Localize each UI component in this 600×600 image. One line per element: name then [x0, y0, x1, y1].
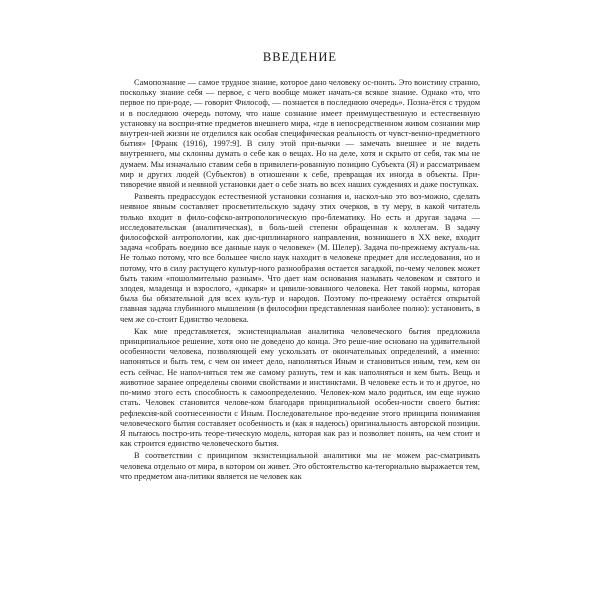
paragraph: Как мне представляется, экзистенциальная аналитика человеческого бытия предложила принципиальное решение, хотя оно не доведено до конца. Это реше-ние основано на удивительной особенности человека, позволяющей ему ускользать от окончательных определений, а именно: напоняться и быть тем, с чем он имеет дело, наполняться Иным и становиться иным, тем, кем он есть сейчас. Не напол-няться тем же самому разнуть, тем и как наполняться и кем быть. Вещь и животное заранее определены своими свойствами и инстинктами. В человеке есть и то и другое, но по-мимо этого есть способность к самоопределению. Человек-ком мало родиться, им еще нужно стать. Человек становится челове-ком благодаря принципиальной особен-ности своего бытия: рефлексия-кой соотнесенности с Иным. Последовательное про-ведение этого принципа понимания человеческого бытия составляет особенность и (как я надеюсь) оригинальность авторской позиции. Я пытаюсь постро-ить теоре-тическую модель, которая как раз и позволяет понять, на чем стоит и как строится единство человеческого бытия. [120, 326, 480, 449]
paragraph: В соответствии с принципом экзистенциальной аналитики мы не можем рас-сматривать человека отдельно от мира, в котором он живет. Это обстоятельство ка-тегориально выражается тем, что предметом ана-литики является не человек как [120, 451, 480, 481]
body-text [120, 78, 480, 482]
paragraph: Самопознание — самое трудное знание, которое дано человеку ос-понть. Это воистину странно, поскольку знание себя — первое, с чего вообще может начать-ся всякое знание. Однако «то, что первое по при-роде, — говорит Философ, — познается в последнюю очередь». Позна-ётся с трудом и в последнюю очередь потому, что наше сознание имеет преимущественную и естественную установку на воспри-ятие предметов внешнего мира, «где в непосредственном живом сознании мир внутрен-ней жизни не отделился как особая специфическая реальность от чувст-венно-предметного бытия» [Франк (1916), 1997:9]. В силу этой при-вычки — замечать внешнее и не видеть внутреннего, мы склонны думать о себе как о вещах. Но на деле, хотя и скрыто от себя, так мы не думаем. Мы изначально ставим себя в привилеги-рованную позицию Субъекта (Я) и рассматриваем мир и других людей (Субъектов) в отношении к себе, превращая их иногда в объекты. При-тиворечие явной и неявной установки дает о себе знать во всех наших суждениях и даже поступках. [120, 78, 480, 190]
paragraph: Развеять предрассудок естественной установки сознания и, наскол-ько это воз-можно, сделать неявное явным составляет просветительскую задачу этих очерков, в ту меру, в какой читатель только входит в фило-софско-антропологическую про-блематику. Но есть и другая задача — исследовательская (аналитическая), в боль-шей степени обращенная к коллегам. В задачу философской антропологии, как дис-циплинарного направления, возникшего в XX веке, входит задача «собрать воедино все данные наук о человеке» (М. Шелер). Задача по-прежнему актуаль-на. Не только потому, что все большее число наук находит в человеке предмет для исследования, но и потому, что в силу растущего культур-ного разнообразия остается загадкой, по-чему человек может быть таким «пошолмительно разным». Что дает нам основания называть человеком и святого и злодея, младенца и взрослого, «дикаря» и цивили-зованного человека. Нет такой нормы, которая была бы обязательной для всех куль-тур и народов. Поэтому по-прежнему остаётся открытой главная задача глубинного мышления (в философии представленная наиболее полно): установить, в чем же со-стоит Единство человека. [120, 192, 480, 324]
page-title: ВВЕДЕНИЕ [262, 50, 338, 64]
